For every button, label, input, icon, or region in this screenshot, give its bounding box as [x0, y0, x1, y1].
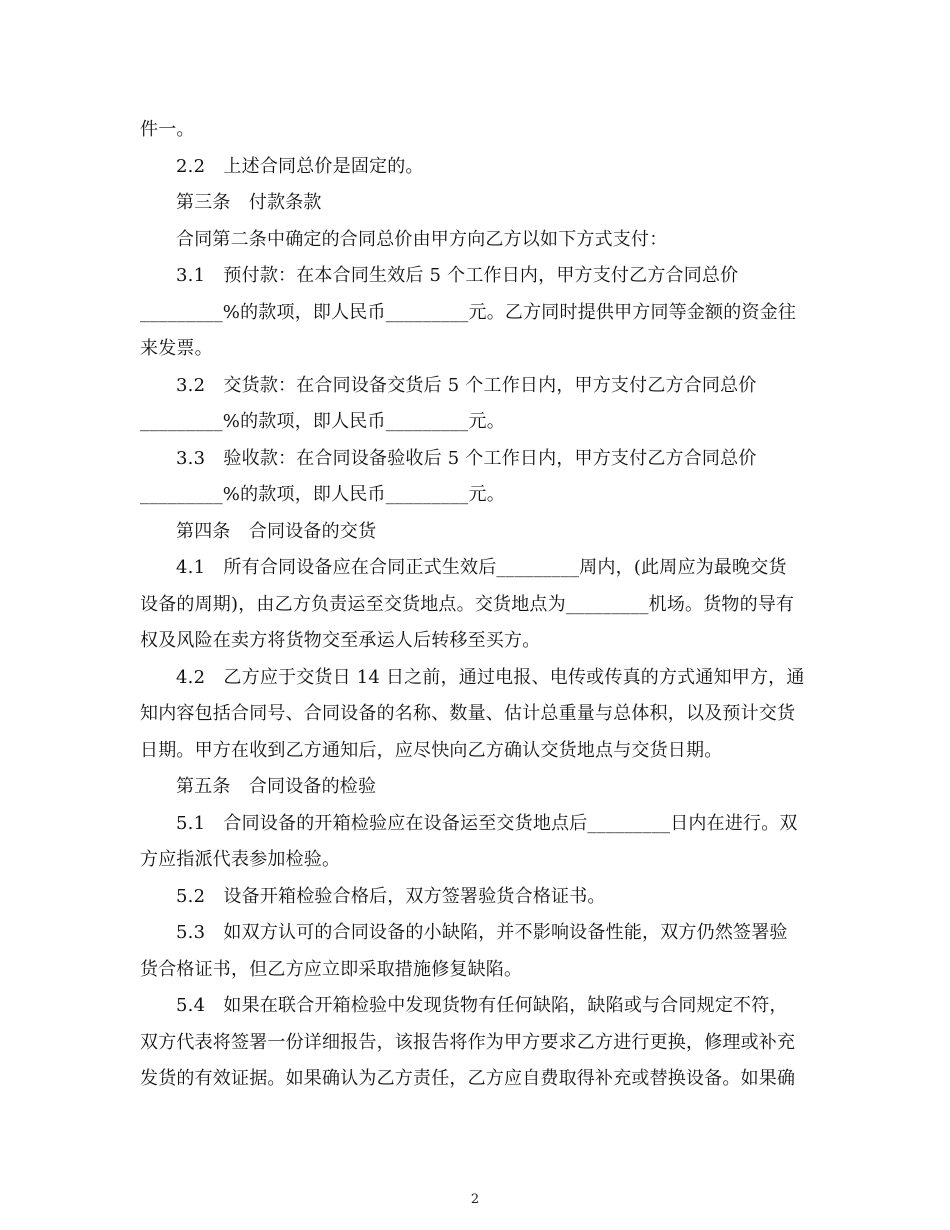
- document-line: 发货的有效证据。如果确认为乙方责任，乙方应自费取得补充或替换设备。如果确: [140, 1068, 796, 1089]
- document-line: 第五条 合同设备的检验: [176, 776, 377, 797]
- document-line: 5.1 合同设备的开箱检验应在设备运至交货地点后_________日内在进行。双: [176, 812, 798, 834]
- document-line: 方应指派代表参加检验。: [140, 849, 341, 870]
- document-line: 合同第二条中确定的合同总价由甲方向乙方以如下方式支付：: [176, 228, 668, 250]
- document-line: 5.3 如双方认可的合同设备的小缺陷，并不影响设备性能，双方仍然签署验: [176, 922, 788, 943]
- document-line: 权及风险在卖方将货物交至承运人后转移至买方。: [140, 630, 541, 651]
- document-line: 双方代表将签署一份详细报告，该报告将作为甲方要求乙方进行更换，修理或补充: [140, 1031, 796, 1053]
- document-line: 3.2 交货款：在合同设备交货后 5 个工作日内，甲方支付乙方合同总价: [176, 374, 757, 396]
- document-line: 日期。甲方在收到乙方通知后，应尽快向乙方确认交货地点与交货日期。: [140, 739, 723, 761]
- page-number: 2: [470, 1192, 480, 1207]
- document-line: 件一。: [140, 119, 195, 140]
- document-line: 2.2 上述合同总价是固定的。: [176, 155, 424, 177]
- document-line: 5.2 设备开箱检验合格后，双方签署验货合格证书。: [176, 885, 606, 907]
- document-line: 来发票。: [140, 338, 213, 359]
- document-line: _________%的款项，即人民币_________元。: [140, 411, 505, 432]
- document-line: 知内容包括合同号、合同设备的名称、数量、估计总重量与总体积，以及预计交货: [140, 703, 796, 724]
- document-body: [140, 112, 814, 1098]
- document-line: _________%的款项，即人民币_________元。乙方同时提供甲方同等金额的资金往: [140, 301, 797, 323]
- document-line: _________%的款项，即人民币_________元。: [140, 484, 505, 505]
- document-line: 3.1 预付款：在本合同生效后 5 个工作日内，甲方支付乙方合同总价: [176, 265, 739, 286]
- document-line: 4.2 乙方应于交货日 14 日之前，通过电报、电传或传真的方式通知甲方，通: [176, 666, 805, 688]
- document-line: 4.1 所有合同设备应在合同正式生效后_________周内，(此周应为最晚交货: [176, 557, 787, 578]
- document-line: 第三条 付款条款: [176, 192, 322, 213]
- document-line: 3.3 验收款：在合同设备验收后 5 个工作日内，甲方支付乙方合同总价: [176, 447, 757, 469]
- document-line: 设备的周期)，由乙方负责运至交货地点。交货地点为_________机场。货物的导有: [140, 593, 795, 615]
- document-line: 货合格证书，但乙方应立即采取措施修复缺陷。: [140, 958, 523, 980]
- document-line: 5.4 如果在联合开箱检验中发现货物有任何缺陷，缺陷或与合同规定不符，: [176, 995, 788, 1016]
- document-line: 第四条 合同设备的交货: [176, 520, 377, 542]
